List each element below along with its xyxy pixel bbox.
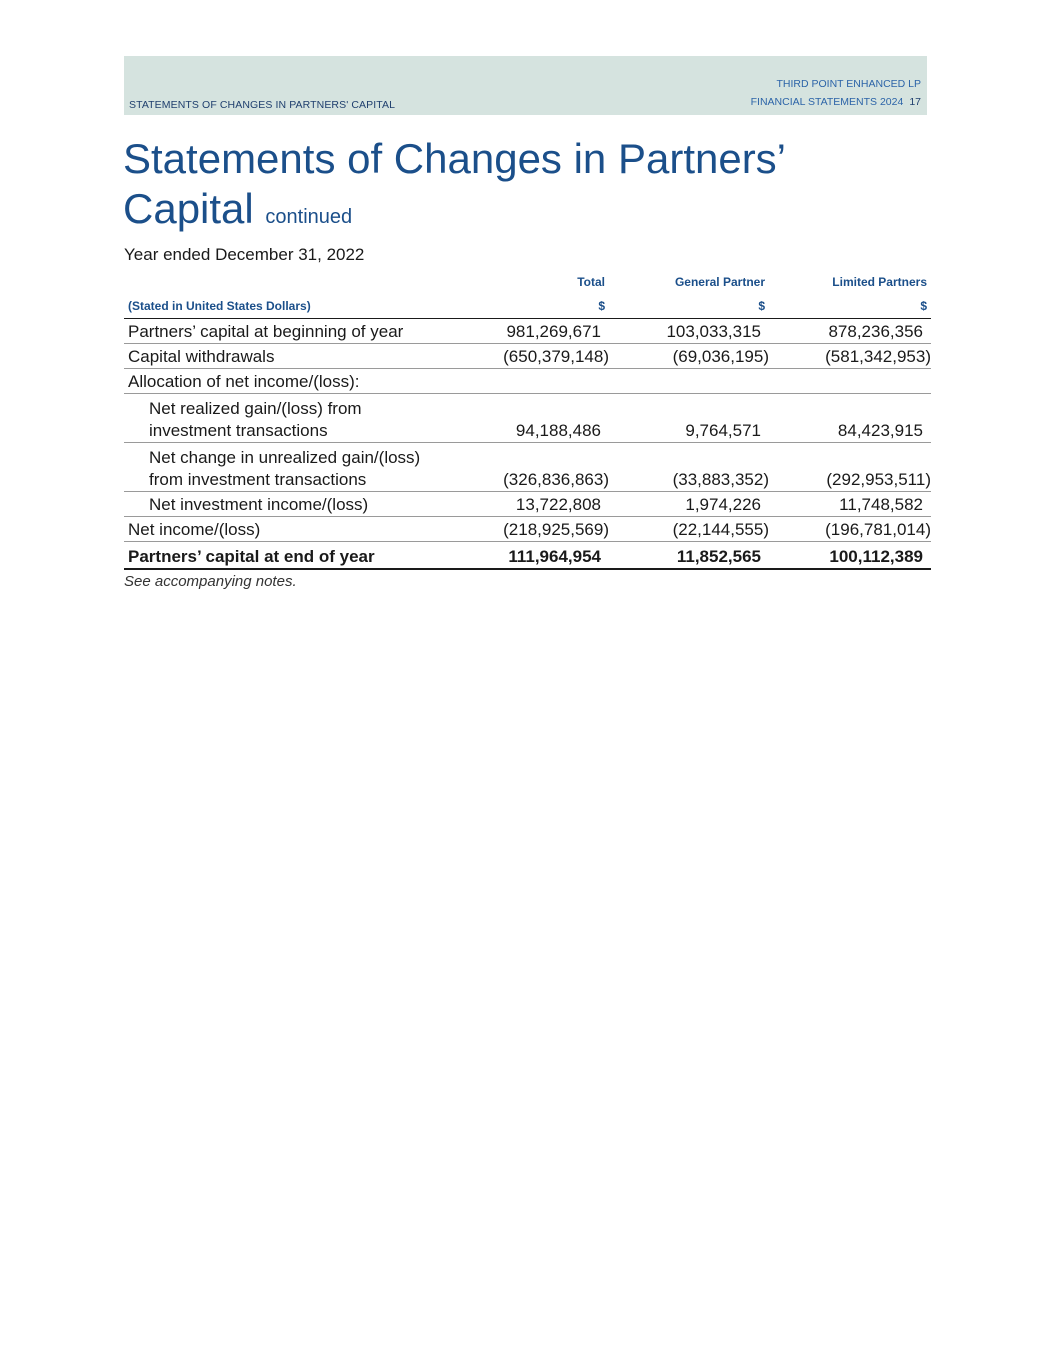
currency-general-partner: $ xyxy=(609,294,769,319)
unit-row xyxy=(124,294,931,319)
row-label: Net income/(loss) xyxy=(124,517,489,542)
row-label-line2: from investment transactions xyxy=(149,470,367,489)
total-row xyxy=(124,542,931,570)
report-name: FINANCIAL STATEMENTS 2024 xyxy=(750,96,904,108)
cell-general-partner: 11,852,565 xyxy=(676,547,761,566)
row-label: Capital withdrawals xyxy=(124,344,489,369)
table-row xyxy=(124,517,931,542)
page-title-line2 xyxy=(123,184,923,242)
row-label xyxy=(124,394,489,443)
cell-total: 981,269,671 xyxy=(506,322,601,341)
header-band xyxy=(124,56,927,115)
row-label: Partners’ capital at end of year xyxy=(124,542,489,570)
column-header-total: Total xyxy=(577,275,605,289)
cell-limited-partners: 878,236,356 xyxy=(828,322,923,341)
cell-limited-partners: 84,423,915 xyxy=(837,421,923,440)
cell-limited-partners: 11,748,582 xyxy=(839,495,923,514)
page-title xyxy=(123,134,923,242)
cell-limited-partners: 100,112,389 xyxy=(829,547,923,566)
page-number: 17 xyxy=(909,96,921,108)
capital-table xyxy=(124,270,931,570)
table-row xyxy=(124,369,931,394)
report-line xyxy=(751,93,921,111)
cell-general-partner: 1,974,226 xyxy=(685,495,761,514)
header-right xyxy=(751,75,921,111)
page-title-line1: Statements of Changes in Partners’ xyxy=(123,135,787,182)
table-row xyxy=(124,443,931,492)
cell-limited-partners: (196,781,014) xyxy=(825,520,931,539)
cell-total: 13,722,808 xyxy=(515,495,601,514)
cell-general-partner: (33,883,352) xyxy=(672,470,769,489)
currency-limited-partners: $ xyxy=(769,294,931,319)
entity-name: THIRD POINT ENHANCED LP xyxy=(776,78,921,90)
cell-general-partner: 103,033,315 xyxy=(666,322,761,341)
row-label-line1: Net realized gain/(loss) from xyxy=(149,399,362,418)
row-label-line1: Net change in unrealized gain/(loss) xyxy=(149,448,421,467)
row-label: Net investment income/(loss) xyxy=(124,492,489,517)
row-label xyxy=(124,443,489,492)
cell-total: 94,188,486 xyxy=(515,421,601,440)
cell-limited-partners: (581,342,953) xyxy=(825,347,931,366)
unit-label: (Stated in United States Dollars) xyxy=(124,294,489,319)
row-label: Partners’ capital at beginning of year xyxy=(124,319,489,344)
cell-limited-partners: (292,953,511) xyxy=(826,470,931,489)
cell-general-partner: 9,764,571 xyxy=(685,421,761,440)
column-header-row xyxy=(124,270,931,294)
row-label: Allocation of net income/(loss): xyxy=(124,369,489,394)
table-row xyxy=(124,394,931,443)
column-header-limited-partners: Limited Partners xyxy=(832,275,927,289)
table-row xyxy=(124,319,931,344)
cell-general-partner: (69,036,195) xyxy=(672,347,769,366)
currency-total: $ xyxy=(489,294,609,319)
table-row xyxy=(124,344,931,369)
period-subtitle: Year ended December 31, 2022 xyxy=(124,245,365,264)
section-title: STATEMENTS OF CHANGES IN PARTNERS' CAPITAL xyxy=(129,99,396,111)
table-row xyxy=(124,492,931,517)
column-header-blank xyxy=(124,270,489,294)
cell-total: (218,925,569) xyxy=(503,520,609,539)
row-label-line2: investment transactions xyxy=(149,421,328,440)
cell-general-partner: (22,144,555) xyxy=(672,520,769,539)
cell-total: (650,379,148) xyxy=(503,347,609,366)
footnote: See accompanying notes. xyxy=(124,573,297,590)
continued-label: continued xyxy=(265,206,353,228)
cell-total: (326,836,863) xyxy=(503,470,609,489)
cell-total: 111,964,954 xyxy=(508,547,601,566)
page-title-capital: Capital xyxy=(123,185,254,232)
column-header-general-partner: General Partner xyxy=(674,275,765,289)
